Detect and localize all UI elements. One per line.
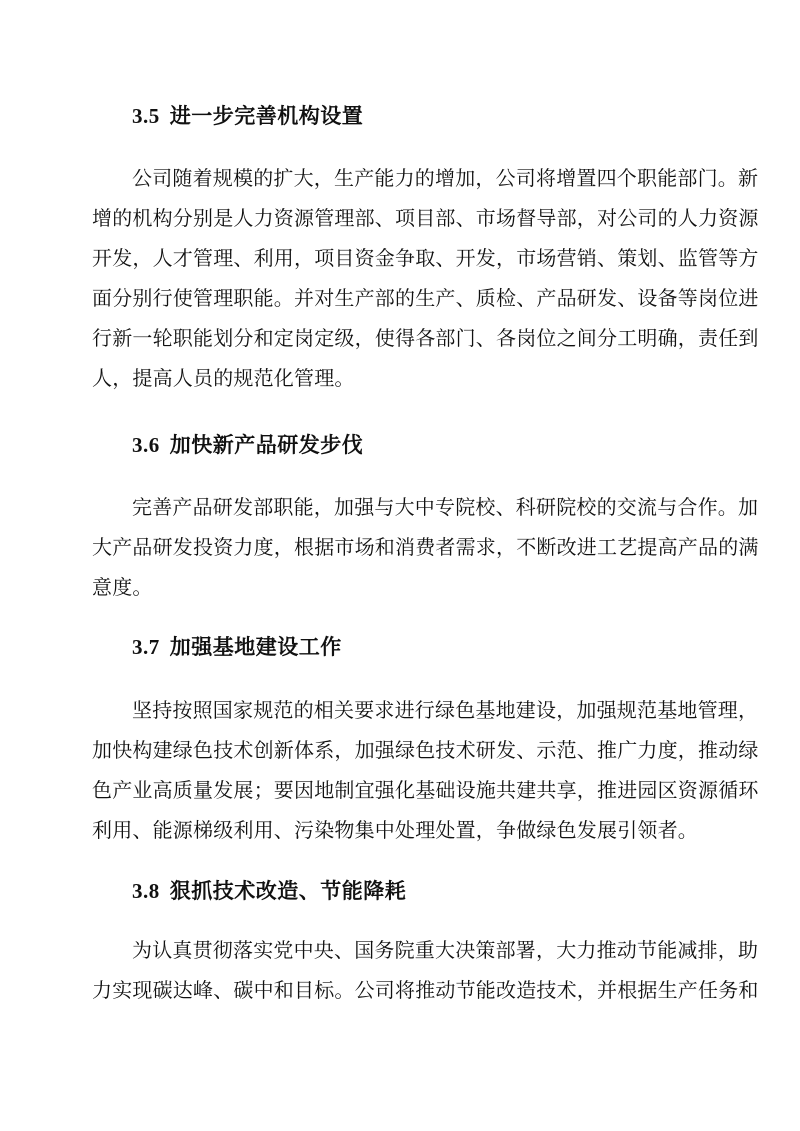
section-heading-3-6 bbox=[132, 430, 363, 460]
section-heading-3-8 bbox=[132, 876, 406, 906]
paragraph-line: 加快构建绿色技术创新体系，加强绿色技术研发、示范、推广力度，推动绿 bbox=[92, 738, 759, 762]
section-title-text: 狠抓技术改造、节能降耗 bbox=[169, 878, 407, 903]
section-heading-3-7 bbox=[132, 632, 342, 662]
section-number: 3.8 bbox=[132, 879, 160, 903]
section-number: 3.6 bbox=[132, 433, 160, 457]
paragraph-line: 意度。 bbox=[92, 575, 153, 599]
section-heading-3-5 bbox=[132, 101, 363, 131]
section-number: 3.5 bbox=[132, 104, 160, 128]
paragraph-line: 色产业高质量发展；要因地制宜强化基础设施共建共享，推进园区资源循环 bbox=[92, 778, 759, 802]
paragraph-line: 公司随着规模的扩大，生产能力的增加，公司将增置四个职能部门。新 bbox=[132, 166, 759, 190]
paragraph-line: 利用、能源梯级利用、污染物集中处理处置，争做绿色发展引领者。 bbox=[92, 818, 698, 842]
section-number: 3.7 bbox=[132, 635, 160, 659]
paragraph-3-5 bbox=[92, 158, 759, 398]
section-title-text: 加快新产品研发步伐 bbox=[169, 432, 364, 457]
paragraph-line: 行新一轮职能划分和定岗定级，使得各部门、各岗位之间分工明确，责任到 bbox=[92, 326, 759, 350]
paragraph-line: 开发，人才管理、利用，项目资金争取、开发，市场营销、策划、监管等方 bbox=[92, 246, 759, 270]
paragraph-line: 完善产品研发部职能，加强与大中专院校、科研院校的交流与合作。加 bbox=[132, 495, 759, 519]
paragraph-line: 坚持按照国家规范的相关要求进行绿色基地建设，加强规范基地管理， bbox=[132, 698, 759, 722]
paragraph-line: 面分别行使管理职能。并对生产部的生产、质检、产品研发、设备等岗位进 bbox=[92, 286, 759, 310]
paragraph-3-7 bbox=[92, 690, 759, 850]
section-title-text: 加强基地建设工作 bbox=[169, 634, 342, 659]
paragraph-line: 力实现碳达峰、碳中和目标。公司将推动节能改造技术，并根据生产任务和 bbox=[92, 978, 759, 1002]
paragraph-line: 增的机构分别是人力资源管理部、项目部、市场督导部，对公司的人力资源 bbox=[92, 206, 759, 230]
paragraph-3-8 bbox=[92, 930, 759, 1010]
paragraph-line: 人，提高人员的规范化管理。 bbox=[92, 366, 355, 390]
paragraph-3-6 bbox=[92, 487, 759, 607]
paragraph-line: 为认真贯彻落实党中央、国务院重大决策部署，大力推动节能减排，助 bbox=[132, 938, 759, 962]
paragraph-line: 大产品研发投资力度，根据市场和消费者需求，不断改进工艺提高产品的满 bbox=[92, 535, 759, 559]
section-title-text: 进一步完善机构设置 bbox=[169, 103, 364, 128]
